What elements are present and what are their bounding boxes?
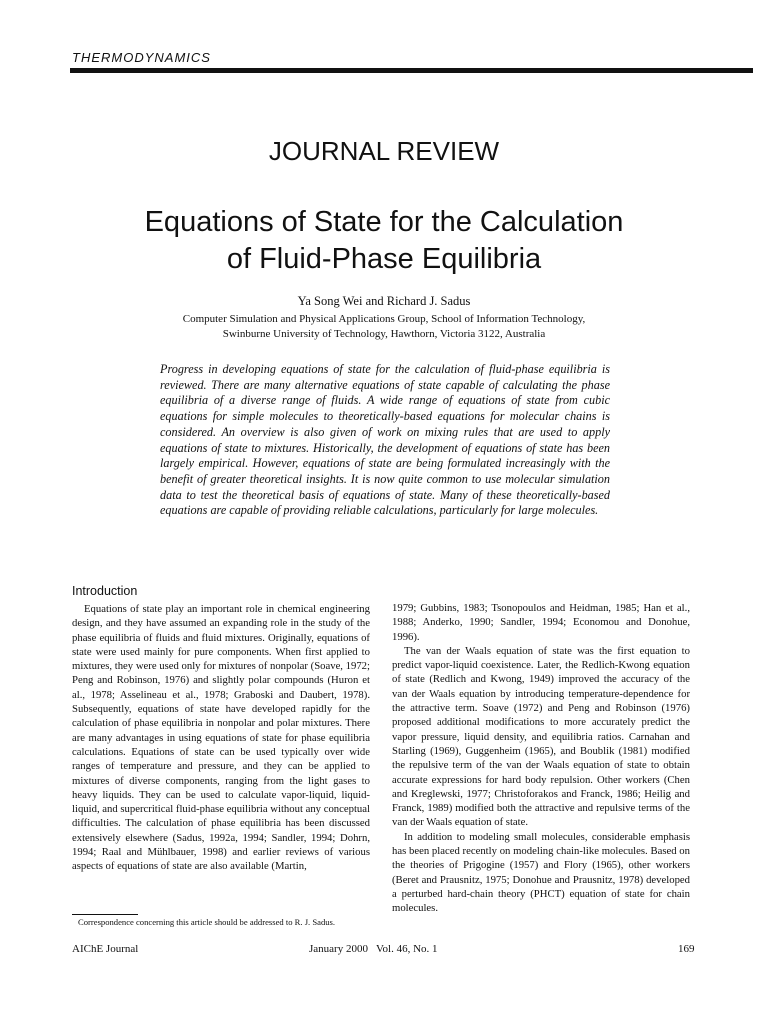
body-column-left [72, 602, 370, 874]
body-column-right [392, 601, 690, 916]
footer-issue: January 2000 Vol. 46, No. 1 [309, 943, 438, 955]
header-rule [70, 68, 753, 73]
section-heading-introduction: Introduction [72, 584, 138, 598]
section-label: THERMODYNAMICS [72, 50, 211, 65]
footer-journal-name: AIChE Journal [72, 943, 139, 955]
affiliation-line: Swinburne University of Technology, Hawthorn, Victoria 3122, Australia [222, 328, 546, 340]
paragraph: Equations of state play an important role in chemical engineering design, and they have assumed an expanding role in the study of the phase equilibria of fluids and fluid mixtures. Originally, equations of state were used mainly for pure components. When first applied to mixtures, they were used only for mixtures of nonpolar (Soave, 1972; Peng and Robinson, 1976) and slightly polar compounds (Huron et al., 1978; Asselineau et al., 1978; Graboski and Daubert, 1978). Subsequently, equations of state have developed rapidly for the calculation of phase equilibria in nonpolar and polar mixtures. There are many advantages in using equations of state for phase equilibria calculations. Equations of state can be used typically over wide ranges of temperature and pressure, and they can be applied to mixtures of diverse components, ranging from the light gases to heavy liquids. They can be used to calculate vapor-liquid, liquid-liquid, and supercritical fluid-phase equilibria without any conceptual difficulties. The calculation of phase equilibria has been discussed extensively elsewhere (Sadus, 1992a, 1994; Sandler, 1994; Dohrn, 1994; Raal and Mühlbauer, 1998) and earlier reviews of various aspects of equations of state are also available (Martin, [72, 603, 370, 873]
abstract: Progress in developing equations of state for the calculation of fluid-phase equilibria is reviewed. There are many alternative equations of state capable of calculating the phase equilibria of a diverse range of fluids. A wide range of equations of state from cubic equations for simple molecules to theoretically-based equations for molecular chains is considered. An overview is also given of work on mixing rules that are used to apply equations of state to mixtures. Historically, the development of equations of state has been largely empirical. However, equations of state are being formulated increasingly with the benefit of greater theoretical insights. It is now quite common to use molecular simulation data to test the theoretical basis of equations of state. Many of these theoretically-based equations are capable of providing reliable calculations, particularly for large molecules. [160, 362, 610, 518]
affiliation [0, 312, 768, 342]
title-line: of Fluid-Phase Equilibria [226, 243, 542, 275]
paragraph: The van der Waals equation of state was the first equation to predict vapor-liquid coexistence. Later, the Redlich-Kwong equation of state (Redlich and Kwong, 1949) improved the accuracy of the van der Waals equation by introducing temperature-dependence for the attractive term. Soave (1972) and Peng and Robinson (1976) proposed additional modifications to more accurately predict the vapor pressure, liquid density, and equilibria ratios. Carnahan and Starling (1969), Guggenheim (1965), and Boublik (1981) modified the repulsive term of the van der Waals equation of state to obtain accurate expressions for hard body repulsion. Other workers (Chen and Kreglewski, 1977; Christoforakos and Franck, 1986; Heilig and Franck, 1989) modified both the attractive and repulsive terms of the van der Waals equation of state. [392, 644, 690, 829]
paragraph: In addition to modeling small molecules, considerable emphasis has been placed recently on modeling chain-like molecules. Based on the theories of Prigogine (1957) and Flory (1965), other workers (Beret and Prausnitz, 1975; Donohue and Prausnitz, 1978) developed a perturbed hard-chain theory (PHCT) equation of state for chain molecules. [392, 830, 690, 915]
article-title [0, 204, 768, 278]
footnote: Correspondence concerning this article should be addressed to R. J. Sadus. [78, 917, 336, 927]
footer-page-number: 169 [678, 943, 695, 955]
affiliation-line: Computer Simulation and Physical Applications Group, School of Information Technology, [182, 313, 586, 325]
paragraph: 1979; Gubbins, 1983; Tsonopoulos and Heidman, 1985; Han et al., 1988; Anderko, 1990; Sandler, 1994; Economou and Donohue, 1996). [392, 602, 690, 643]
title-line: Equations of State for the Calculation [144, 206, 624, 238]
authors: Ya Song Wei and Richard J. Sadus [297, 294, 471, 308]
footnote-rule [72, 914, 138, 915]
journal-review-label: JOURNAL REVIEW [268, 136, 500, 166]
